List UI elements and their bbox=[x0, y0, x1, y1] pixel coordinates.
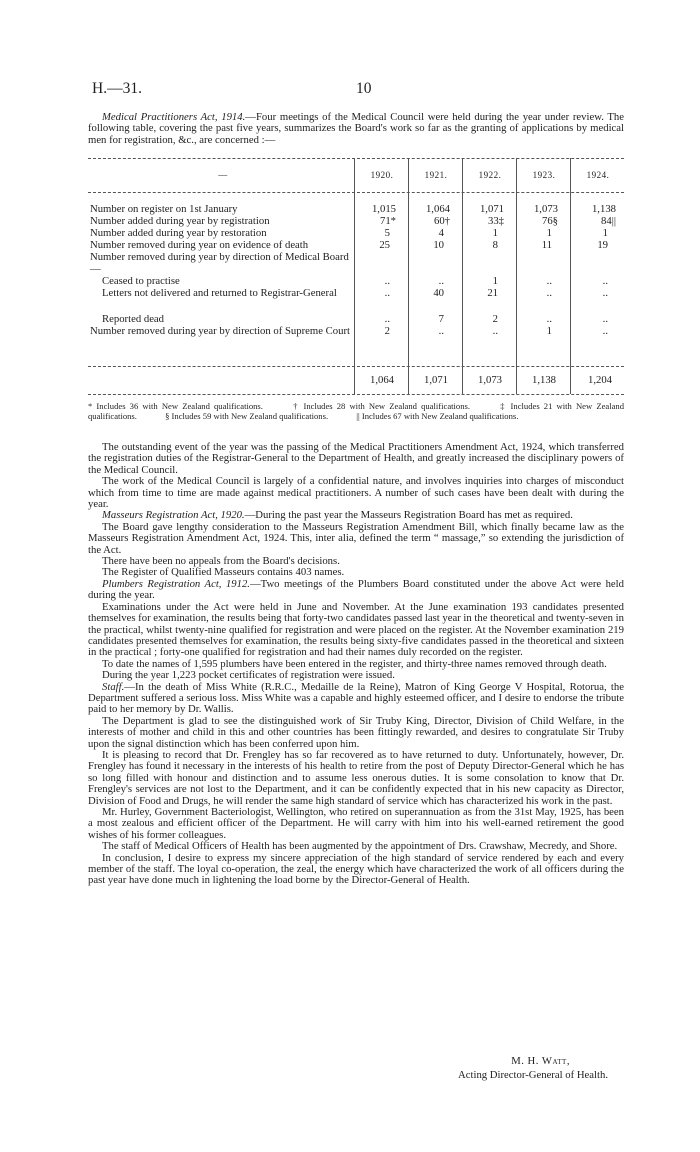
table-row-label: Number on register on 1st January bbox=[90, 203, 238, 215]
table-cell: 84|| bbox=[601, 215, 616, 227]
intro-text: —Four meetings of the Medical Council were held during the year under review. The following table, covering the past five years, summarizes the Board's work so far as the granting of applications by medical men for registration, &c., are concerned :— bbox=[88, 111, 625, 146]
table-cell: 11 bbox=[541, 239, 552, 251]
registration-table bbox=[88, 158, 624, 398]
paragraph: The staff of Medical Officers of Health has been augmented by the appointment of Drs. Crawshaw, Mecredy, and Shore. bbox=[102, 840, 618, 853]
table-row-label: Number removed during year by direction of Supreme Court bbox=[90, 325, 350, 337]
paragraph: Masseurs Registration Act, 1920.—During the past year the Masseurs Registration Board has met as required. bbox=[102, 509, 573, 522]
paragraph: In conclusion, I desire to express my sincere appreciation of the high standard of service rendered by each and every member of the staff. The loyal co-operation, the zeal, the energy which have characterized the work of all officers during the past year have done much in lightening the load borne by the Director-General of Health. bbox=[88, 851, 624, 887]
table-cell: 1 bbox=[492, 275, 498, 287]
signature-name: M. H. Watt, bbox=[511, 1055, 570, 1067]
paragraph: Staff.—In the death of Miss White (R.R.C., Medaille de la Reine), Matron of King George V Hospital, Rotorua, the Department suffered a serious loss. Miss White was a capable and highly esteemed officer, and I desire to endorse the tribute paid to her memory by Dr. Wallis. bbox=[88, 680, 624, 716]
table-row-label: Ceased to practise bbox=[102, 275, 180, 287]
signature-title: Acting Director-General of Health. bbox=[458, 1069, 608, 1081]
paragraph: Plumbers Registration Act, 1912.—Two meetings of the Plumbers Board constituted under the above Act were held during the year. bbox=[88, 577, 624, 602]
table-row-label: Number removed during year by direction of Medical Board— bbox=[90, 251, 349, 275]
table-cell: .. bbox=[384, 275, 390, 287]
year-header: 1924. bbox=[586, 170, 610, 180]
table-cell: 21 bbox=[487, 287, 498, 299]
paragraph: Examinations under the Act were held in June and November. At the June examination 193 candidates presented themselves for examination, the results being that forty-two candidates passed last year in the theoretical and twenty-seven in the practical, whilst twenty-nine qualified for registration and were placed on the register. At the November examination 219 candidates presented themselves for examination, the results being sixty-five candidates passed in the theoretical and sixteen in the practical ; forty-one qualified for registration and had their names duly recorded on the register. bbox=[88, 600, 624, 659]
paragraph: The Department is glad to see the distinguished work of Sir Truby King, Director, Division of Child Welfare, in the interests of mother and child in this and other countries has been fittingly rewarded, and desires to congratulate Sir Truby upon the signal distinction which has been conferred upon him. bbox=[88, 714, 624, 750]
table-cell: .. bbox=[384, 287, 390, 299]
table-total: 1,138 bbox=[531, 374, 557, 386]
table-cell: .. bbox=[602, 325, 608, 337]
table-cell: .. bbox=[438, 325, 444, 337]
table-cell: 33‡ bbox=[487, 215, 504, 227]
table-cell: .. bbox=[384, 313, 390, 325]
table-cell: .. bbox=[546, 313, 552, 325]
table-corner: — bbox=[218, 170, 228, 180]
table-total-rule bbox=[88, 366, 624, 367]
table-row-label: Number removed during year on evidence of death bbox=[90, 239, 309, 251]
year-header: 1920. bbox=[370, 170, 394, 180]
table-cell: .. bbox=[546, 287, 552, 299]
report-reference: H.—31. bbox=[92, 80, 142, 97]
table-cell: 1,015 bbox=[371, 203, 396, 215]
table-cell: 1 bbox=[492, 227, 498, 239]
table-row-label: Number added during year by registration bbox=[90, 215, 270, 227]
page-header bbox=[92, 80, 612, 102]
table-cell: 2 bbox=[384, 325, 390, 337]
table-cell: 76§ bbox=[541, 215, 558, 227]
table-cell: .. bbox=[438, 275, 444, 287]
year-header: 1921. bbox=[424, 170, 448, 180]
table-top-rule bbox=[88, 158, 624, 159]
paragraph: There have been no appeals from the Board's decisions. bbox=[102, 555, 340, 568]
paragraph: The Register of Qualified Masseurs contains 403 names. bbox=[102, 566, 345, 579]
table-cell: 1 bbox=[546, 227, 552, 239]
table-row-label: Number added during year by restoration bbox=[90, 227, 267, 239]
paragraph: The outstanding event of the year was the passing of the Medical Practitioners Amendment Act, 1924, which transferred the registration duties of the Registrar-General to the Department of Health, and greatly increased the disciplinary powers of the Medical Council. bbox=[88, 441, 624, 476]
table-cell: 10 bbox=[433, 239, 444, 251]
table-total: 1,064 bbox=[369, 374, 395, 386]
paragraph: Mr. Hurley, Government Bacteriologist, Wellington, who retired on superannuation as from the 31st May, 1925, has been a most zealous and efficient officer of the Department. He will carry with him into his well-earned retirement the good wishes of his former colleagues. bbox=[88, 806, 624, 841]
table-cell: 71* bbox=[379, 215, 396, 227]
table-cell: .. bbox=[602, 287, 608, 299]
year-header: 1923. bbox=[532, 170, 556, 180]
table-cell: 1,071 bbox=[479, 203, 504, 215]
table-row-label: Reported dead bbox=[102, 313, 165, 325]
table-cell: 1,073 bbox=[533, 203, 558, 215]
table-footnotes bbox=[88, 402, 624, 422]
table-bottom-rule bbox=[88, 394, 624, 395]
section-heading: Masseurs Registration Act, 1920. bbox=[102, 509, 245, 522]
table-cell: 2 bbox=[492, 313, 498, 325]
year-header: 1922. bbox=[478, 170, 502, 180]
footnote: || Includes 67 with New Zealand qualifications. bbox=[356, 410, 519, 421]
table-cell: 60† bbox=[433, 215, 450, 227]
paragraph: It is pleasing to record that Dr. Frengley has so far recovered as to have returned to duty. Unfortunately, however, Dr. Frengley has found it necessary in the interests of his health to retire from the post of Deputy Director-General which he has so long filled with honour and distinction and to assume less onerous duties. It is some consolation to know that Dr. Frengley's services are not lost to the Department, and it can be confidently expected that in his new capacity as Director, Division of Food and Drugs, he will render the same high standard of service which has characterized his work in the past. bbox=[88, 748, 624, 807]
paragraph: During the year 1,223 pocket certificates of registration were issued. bbox=[102, 669, 395, 682]
paragraph: To date the names of 1,595 plumbers have been entered in the register, and thirty-three names removed through death. bbox=[102, 657, 607, 670]
table-total: 1,204 bbox=[587, 374, 613, 386]
intro-heading: Medical Practitioners Act, 1914. bbox=[102, 111, 246, 123]
intro-paragraph bbox=[88, 112, 624, 146]
section-heading: Plumbers Registration Act, 1912. bbox=[102, 577, 250, 590]
table-cell: 7 bbox=[438, 313, 444, 325]
table-cell: .. bbox=[546, 275, 552, 287]
table-cell: 19 bbox=[597, 239, 608, 251]
table-row-label: Letters not delivered and returned to Registrar-General bbox=[102, 287, 337, 299]
paragraph: The Board gave lengthy consideration to the Masseurs Registration Amendment Bill, which finally became law as the Masseurs Registration Amendment Act, 1924. This, inter alia, defined the term “ massage,” so extending the jurisdiction of the Act. bbox=[88, 520, 624, 556]
main-text bbox=[88, 442, 624, 887]
paragraph: The work of the Medical Council is largely of a confidential nature, and involves inquiries into charges of misconduct which from time to time are made against medical practitioners. A number of such cases have been dealt with during the year. bbox=[88, 475, 624, 511]
page-number: 10 bbox=[356, 80, 372, 97]
table-cell: 40 bbox=[433, 287, 444, 299]
section-heading: Staff. bbox=[102, 680, 125, 693]
table-cell: 25 bbox=[379, 239, 390, 251]
table-cell: .. bbox=[602, 275, 608, 287]
footnote: ‡ Includes 21 with New Zealand qualifications. bbox=[88, 401, 624, 421]
table-cell: 5 bbox=[384, 227, 390, 239]
table-cell: .. bbox=[602, 313, 608, 325]
table-total: 1,071 bbox=[423, 374, 449, 386]
table-cell: .. bbox=[492, 325, 498, 337]
footnote: * Includes 36 with New Zealand qualifications. bbox=[88, 401, 263, 411]
table-cell: 1,064 bbox=[425, 203, 450, 215]
table-cell: 1 bbox=[546, 325, 552, 337]
footnote: § Includes 59 with New Zealand qualifications. bbox=[165, 410, 329, 421]
table-cell: 8 bbox=[492, 239, 498, 251]
table-cell: 1 bbox=[602, 227, 608, 239]
table-header-rule bbox=[88, 192, 624, 193]
table-cell: 1,138 bbox=[591, 203, 616, 215]
table-total: 1,073 bbox=[477, 374, 503, 386]
footnote: † Includes 28 with New Zealand qualifications. bbox=[293, 401, 470, 411]
table-cell: 4 bbox=[438, 227, 444, 239]
